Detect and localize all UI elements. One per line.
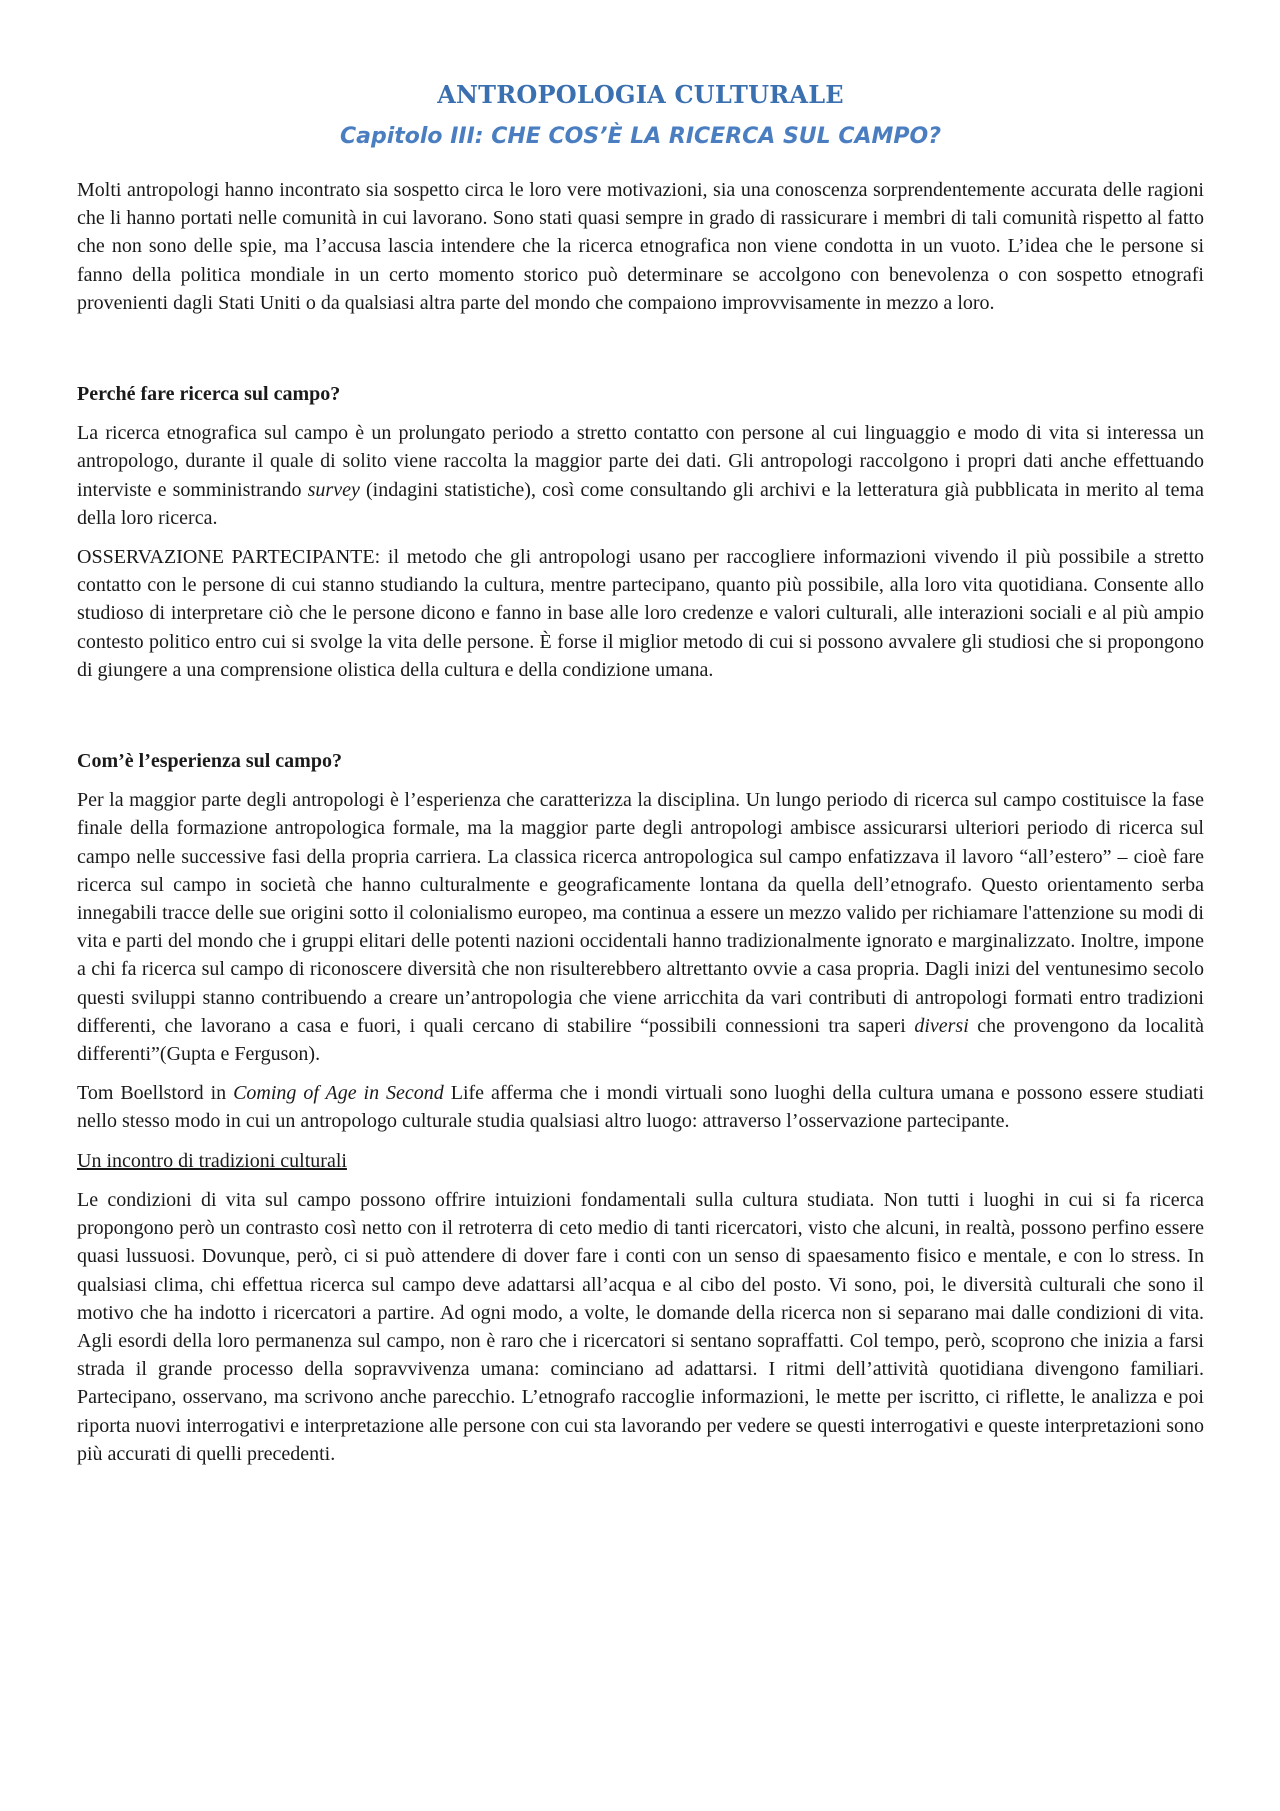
text-run: Life afferma che i mondi virtuali sono luoghi della cultura umana e possono essere studiati nello stesso modo in cui un antropologo culturale studia qualsiasi altro luogo: attraverso l’osservazione partecipante. xyxy=(77,1082,1204,1133)
subheading-cultural-traditions: Un incontro di tradizioni culturali xyxy=(77,1149,347,1172)
text-run: La ricerca etnografica sul campo è un prolungato periodo a stretto contatto con persone al cui linguaggio e modo di vita si interessa un antropologo, durante il quale di solito viene raccolta la maggior parte dei dati. Gli antropologi raccolgono i propri dati anche effettuando interviste e somministrando xyxy=(77,422,1204,501)
text-run: che provengono da località differenti”(Gupta e Ferguson). xyxy=(77,1014,1204,1066)
paragraph-living-conditions: Le condizioni di vita sul campo possono offrire intuizioni fondamentali sulla cultura studiata. Non tutti i luoghi in cui si fa ricerca propongono però un contrasto così netto con il retroterra di ceto medio di tanti ricercatori, visto che alcuni, in realtà, possono perfino essere quasi lussuosi. Dovunque, però, ci si può attendere di dover fare i conti con un senso di spaesamento fisico e mentale, e con lo stress. In qualsiasi clima, chi effettua ricerca sul campo deve adattarsi all’acqua e al cibo del posto. Vi sono, poi, le diversità culturali che sono il motivo che ha indotto i ricercatori a partire. Ad ogni modo, a volte, le domande della ricerca non si separano mai dalle condizioni di vita. Agli esordi della loro permanenza sul campo, non è raro che i ricercatori si sentano sopraffatti. Col tempo, però, scoprono che inizia a farsi strada il grande processo della sopravvivenza umana: cominciano ad adattarsi. I ritmi dell’attività quotidiana divengono familiari. Partecipano, osservano, ma scrivono anche parecchio. L’etnografo raccoglie informazioni, le mette per iscritto, ci riflette, le analizza e poi riporta nuovi interrogativi e interpretazione alle persone con cui sta lavorando per vedere se questi interrogativi e queste interpretazioni sono più accurati di quelli precedenti. xyxy=(77,1188,1204,1465)
intro-paragraph: Molti antropologi hanno incontrato sia sospetto circa le loro vere motivazioni, sia una conoscenza sorprendentemente accurata delle ragioni che li hanno portati nelle comunità in cui lavorano. Sono stati quasi sempre in grado di rassicurare i membri di tali comunità rispetto al fatto che non sono delle spie, ma l’accusa lascia intendere che la ricerca etnografica non viene condotta in un vuoto. L’idea che le persone si fanno della politica mondiale in un certo momento storico può determinare se accolgono con benevolenza o con sospetto etnografi provenienti dagli Stati Uniti o da qualsiasi altra parte del mondo che compaiono improvvisamente in mezzo a loro. xyxy=(77,179,1204,314)
subheading-wrapper xyxy=(77,1147,1204,1175)
document-title: ANTROPOLOGIA CULTURALE xyxy=(437,80,844,109)
section-heading-field-experience: Com’è l’esperienza sul campo? xyxy=(77,750,342,773)
text-run: Tom Boellstord in xyxy=(77,1082,234,1105)
text-run: (indagini statistiche), così come consultando gli archivi e la letteratura già pubblicata in merito al tema della loro ricerca. xyxy=(77,478,1204,529)
paragraph-fieldwork-definition xyxy=(77,419,1204,532)
document-page xyxy=(77,70,1204,1468)
chapter-subtitle: Capitolo III: CHE COS’È LA RICERCA SUL CAMPO? xyxy=(339,124,942,149)
italic-book-title: Coming of Age in Second xyxy=(233,1082,444,1105)
paragraph-participant-observation: OSSERVAZIONE PARTECIPANTE: il metodo che gli antropologi usano per raccogliere informazioni vivendo il più possibile a stretto contatto con le persone di cui stanno studiando la cultura, mentre partecipano, quanto più possibile, alla loro vita quotidiana. Consente allo studioso di interpretare ciò che le persone dicono e fanno in base alle loro credenze e valori culturali, alle interazioni sociali e al più ampio contesto politico entro cui si svolge la vita delle persone. È forse il miglior metodo di cui si possono avvalere gli studiosi che si propongono di giungere a una comprensione olistica della cultura e della condizione umana. xyxy=(77,546,1204,681)
paragraph-field-experience xyxy=(77,786,1204,1068)
text-run: Per la maggior parte degli antropologi è l’esperienza che caratterizza la disciplina. Un lungo periodo di ricerca sul campo costituisce la fase finale della formazione antropologica formale, ma la maggior parte degli antropologi ambisce assicurarsi ulteriori periodo di ricerca sul campo nelle successive fasi della propria carriera. La classica ricerca antropologica sul campo enfatizzava il lavoro “all’estero” – cioè fare ricerca sul campo in società che hanno culturalmente e geograficamente lontana da quella dell’etnografo. Questo orientamento serba innegabili tracce delle sue origini sotto il colonialismo europeo, ma continua a essere un mezzo valido per richiamare l'attenzione su modi di vita e parti del mondo che i gruppi elitari delle potenti nazioni occidentali hanno tradizionalmente ignorato e marginalizzato. Inoltre, impone a chi fa ricerca sul campo di riconoscere diversità che non risulterebbero altrettanto ovvie a casa propria. Dagli inizi del ventunesimo secolo questi sviluppi stanno contribuendo a creare un’antropologia che viene arricchita da vari contributi di antropologi formati entro tradizioni differenti, che lavorano a casa e fuori, i quali cercano di stabilire “possibili connessioni tra saperi xyxy=(77,789,1204,1037)
paragraph-boellstorff xyxy=(77,1079,1204,1135)
section-heading-why-fieldwork: Perché fare ricerca sul campo? xyxy=(77,383,341,406)
italic-term-survey: survey xyxy=(307,478,360,501)
italic-term-diversi: diversi xyxy=(914,1014,969,1037)
